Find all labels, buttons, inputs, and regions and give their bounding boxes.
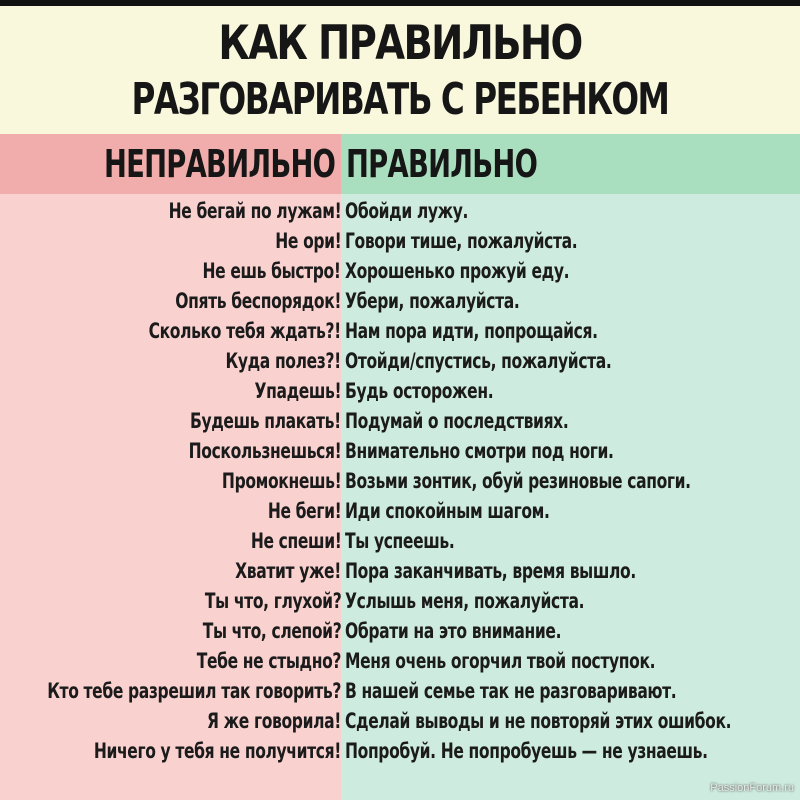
- right-phrase: Меня очень огорчил твой поступок.: [345, 649, 656, 673]
- right-phrase: Иди спокойным шагом.: [345, 499, 550, 523]
- comparison-rows: [0, 196, 800, 766]
- table-row: [0, 676, 800, 706]
- right-phrase: Обрати на это внимание.: [345, 619, 562, 643]
- table-row: [0, 556, 800, 586]
- column-header-right: ПРАВИЛЬНО: [346, 142, 538, 186]
- wrong-phrase: Опять беспорядок!: [175, 289, 341, 313]
- table-row: [0, 406, 800, 436]
- right-phrase: Сделай выводы и не повторяй этих ошибок.: [345, 709, 732, 733]
- table-row: [0, 706, 800, 736]
- table-row: [0, 256, 800, 286]
- wrong-phrase: Упадешь!: [254, 379, 341, 403]
- table-row: [0, 376, 800, 406]
- page-title-line1: КАК ПРАВИЛЬНО: [218, 16, 582, 71]
- page-header: [0, 6, 800, 134]
- wrong-phrase: Хватит уже!: [235, 559, 341, 583]
- wrong-phrase: Поскользнешься!: [188, 439, 341, 463]
- right-phrase: Внимательно смотри под ноги.: [345, 439, 614, 463]
- wrong-phrase: Ты что, слепой?: [202, 619, 341, 643]
- table-row: [0, 736, 800, 766]
- right-phrase: Отойди/спустись, пожалуйста.: [345, 349, 612, 373]
- right-phrase: Попробуй. Не попробуешь — не узнаешь.: [345, 739, 708, 763]
- wrong-phrase: Кто тебе разрешил так говорить?: [47, 679, 341, 703]
- right-phrase: Услышь меня, пожалуйста.: [345, 589, 585, 613]
- right-phrase: Подумай о последствиях.: [345, 409, 569, 433]
- wrong-phrase: Не бегай по лужам!: [168, 199, 341, 223]
- right-phrase: Хорошенько прожуй еду.: [345, 259, 570, 283]
- wrong-phrase: Не ори!: [274, 229, 341, 253]
- right-phrase: Обойди лужу.: [345, 199, 469, 223]
- right-phrase: Пора заканчивать, время вышло.: [345, 559, 636, 583]
- wrong-phrase: Ты что, глухой?: [204, 589, 341, 613]
- table-row: [0, 226, 800, 256]
- wrong-phrase: Я же говорила!: [207, 709, 341, 733]
- table-row: [0, 196, 800, 226]
- right-phrase: Будь осторожен.: [345, 379, 494, 403]
- table-row: [0, 586, 800, 616]
- column-header-wrong: НЕПРАВИЛЬНО: [103, 142, 335, 186]
- right-phrase: В нашей семье так не разговаривают.: [345, 679, 677, 703]
- wrong-phrase: Не спеши!: [250, 529, 341, 553]
- table-row: [0, 646, 800, 676]
- table-row: [0, 346, 800, 376]
- right-phrase: Возьми зонтик, обуй резиновые сапоги.: [345, 469, 691, 493]
- table-row: [0, 496, 800, 526]
- wrong-phrase: Не ешь быстро!: [202, 259, 341, 283]
- right-phrase: Убери, пожалуйста.: [345, 289, 520, 313]
- wrong-phrase: Тебе не стыдно?: [196, 649, 341, 673]
- wrong-phrase: Не беги!: [267, 499, 341, 523]
- table-row: [0, 286, 800, 316]
- wrong-phrase: Сколько тебя ждать?!: [148, 319, 341, 343]
- wrong-phrase: Куда полез?!: [225, 349, 341, 373]
- wrong-phrase: Ничего у тебя не получится!: [93, 739, 341, 763]
- right-phrase: Говори тише, пожалуйста.: [345, 229, 578, 253]
- right-phrase: Ты успеешь.: [345, 529, 455, 553]
- wrong-phrase: Будешь плакать!: [190, 409, 341, 433]
- table-row: [0, 436, 800, 466]
- right-phrase: Нам пора идти, попрощайся.: [345, 319, 598, 343]
- table-row: [0, 316, 800, 346]
- table-row: [0, 466, 800, 496]
- table-row: [0, 526, 800, 556]
- page-title-line2: РАЗГОВАРИВАТЬ С РЕБЕНКОМ: [131, 74, 669, 125]
- watermark: PassionForum.ru: [710, 782, 794, 794]
- wrong-phrase: Промокнешь!: [221, 469, 341, 493]
- table-row: [0, 616, 800, 646]
